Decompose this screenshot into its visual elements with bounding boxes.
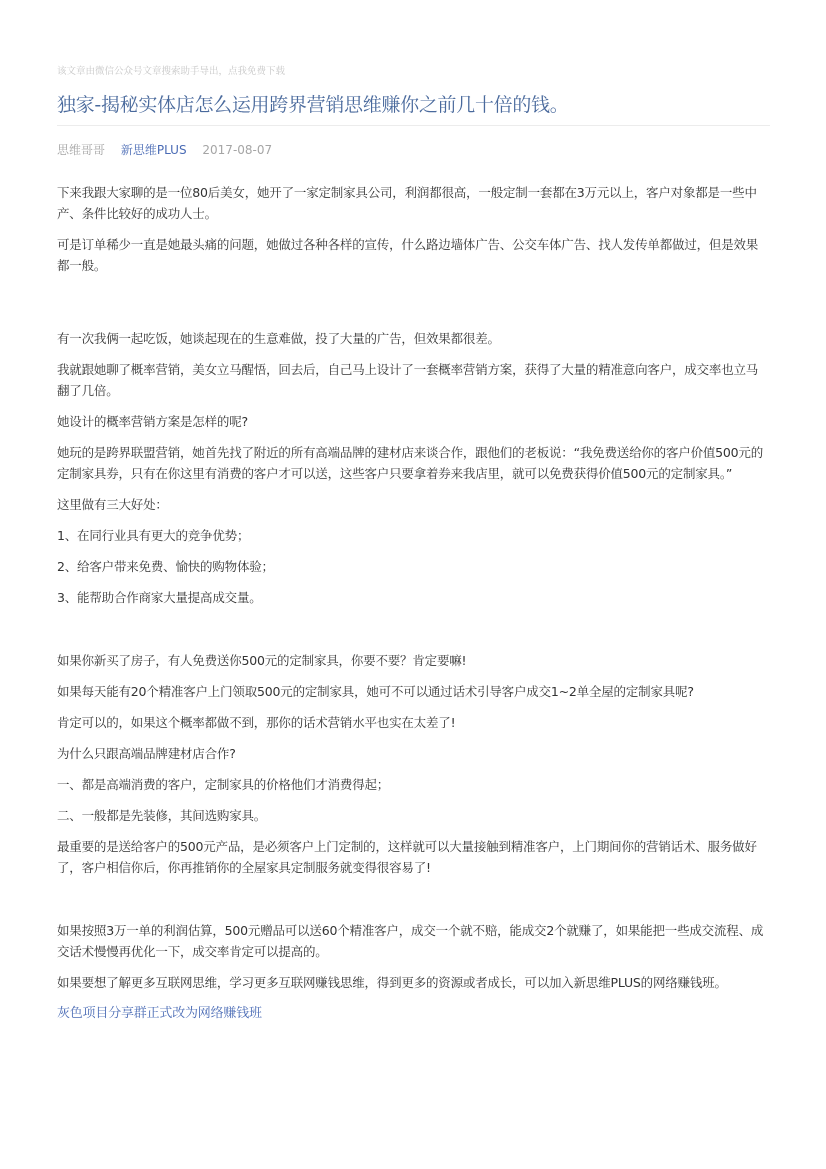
- article-meta: [57, 141, 284, 158]
- publish-date: 2017-08-07: [202, 143, 273, 157]
- export-notice[interactable]: 该文章由微信公众号文章搜索助手导出，点我免费下载: [57, 66, 286, 77]
- author-name: 思维哥哥: [57, 143, 106, 157]
- paragraph: 这里做有三大好处：: [57, 497, 168, 512]
- list-item: 3、能帮助合作商家大量提高成交量。: [57, 590, 262, 605]
- paragraph: 她玩的是跨界联盟营销，她首先找了附近的所有高端品牌的建材店来谈合作，跟他们的老板说：“我免费送给你的客户价值500元的定制家具券，只有在你这里有消费的客户才可以送，这些客户只要拿着券来我店里，就可以免费获得价值500元的定制家具。”: [57, 445, 764, 481]
- paragraph: 为什么只跟高端品牌建材店合作?: [57, 746, 236, 761]
- paragraph: 如果每天能有20个精准客户上门领取500元的定制家具，她可不可以通过话术引导客户成交1~2单全屋的定制家具呢?: [57, 684, 694, 699]
- account-link[interactable]: 新思维PLUS: [120, 143, 187, 157]
- title-divider: [57, 125, 770, 126]
- list-item: 1、在同行业具有更大的竞争优势；: [57, 528, 250, 543]
- paragraph: 我就跟她聊了概率营销，美女立马醒悟，回去后，自己马上设计了一套概率营销方案，获得了大量的精准意向客户，成交率也立马翻了几倍。: [57, 362, 759, 398]
- paragraph: 最重要的是送给客户的500元产品，是必须客户上门定制的，这样就可以大量接触到精准客户，上门期间你的营销话术、服务做好了，客户相信你后，你再推销你的全屋家具定制服务就变得很容易了!: [57, 839, 757, 875]
- paragraph: 如果你新买了房子，有人免费送你500元的定制家具，你要不要？肯定要嘛!: [57, 653, 467, 668]
- paragraph: 有一次我俩一起吃饭，她谈起现在的生意难做，投了大量的广告，但效果都很差。: [57, 331, 500, 346]
- footer-link[interactable]: 灰色项目分享群正式改为网络赚钱班: [57, 1006, 262, 1021]
- paragraph: 她设计的概率营销方案是怎样的呢?: [57, 414, 248, 429]
- paragraph: 肯定可以的，如果这个概率都做不到，那你的话术营销水平也实在太差了!: [57, 715, 456, 730]
- paragraph: 可是订单稀少一直是她最头痛的问题，她做过各种各样的宣传，什么路边墙体广告、公交车体广告、找人发传单都做过，但是效果都一般。: [57, 237, 759, 273]
- paragraph: 如果要想了解更多互联网思维，学习更多互联网赚钱思维，得到更多的资源或者成长，可以加入新思维PLUS的网络赚钱班。: [57, 975, 727, 990]
- list-item: 2、给客户带来免费、愉快的购物体验；: [57, 559, 274, 574]
- paragraph: 下来我跟大家聊的是一位80后美女，她开了一家定制家具公司，利润都很高，一般定制一套都在3万元以上，客户对象都是一些中产、条件比较好的成功人士。: [57, 185, 757, 221]
- paragraph: 如果按照3万一单的利润估算，500元赠品可以送60个精准客户，成交一个就不赔，能成交2个就赚了，如果能把一些成交流程、成交话术慢慢再优化一下，成交率肯定可以提高的。: [57, 923, 764, 959]
- list-item: 二、一般都是先装修，其间选购家具。: [57, 808, 267, 823]
- article-body: [57, 182, 769, 1024]
- article-title: 独家-揭秘实体店怎么运用跨界营销思维赚你之前几十倍的钱。: [57, 94, 569, 116]
- list-item: 一、都是高端消费的客户，定制家具的价格他们才消费得起；: [57, 777, 390, 792]
